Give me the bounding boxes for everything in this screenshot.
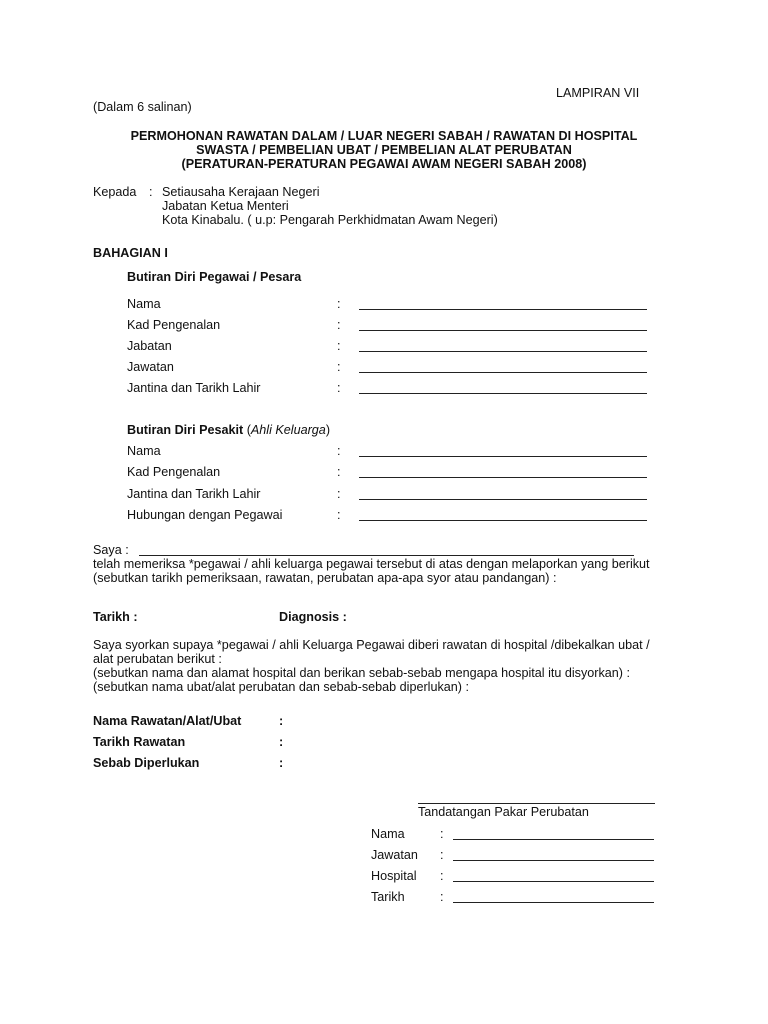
date-label: Tarikh : — [93, 610, 138, 624]
signature-field-label: Tarikh — [371, 890, 405, 904]
doctor-name-input[interactable] — [139, 555, 634, 556]
recommendation-text: (sebutkan nama dan alamat hospital dan berikan sebab-sebab mengapa hospital itu disyorkan) : — [93, 666, 630, 680]
patient-gender-dob-input[interactable] — [359, 499, 647, 500]
officer-heading: Butiran Diri Pegawai / Pesara — [127, 270, 302, 284]
field-label: Nama — [127, 297, 161, 311]
recipient-line: Jabatan Ketua Menteri — [162, 199, 289, 213]
signature-field-label: Nama — [371, 827, 405, 841]
patient-heading-close: ) — [325, 423, 331, 437]
officer-gender-dob-input[interactable] — [359, 393, 647, 394]
signature-input[interactable] — [418, 803, 655, 804]
specialist-name-input[interactable] — [453, 839, 654, 840]
officer-position-input[interactable] — [359, 372, 647, 373]
title-line-1: PERMOHONAN RAWATAN DALAM / LUAR NEGERI SABAH / RAWATAN DI HOSPITAL — [130, 129, 638, 143]
specialist-date-input[interactable] — [453, 902, 654, 903]
title-line-3: (PERATURAN-PERATURAN PEGAWAI AWAM NEGERI SABAH 2008) — [181, 157, 587, 171]
signature-caption: Tandatangan Pakar Perubatan — [418, 805, 589, 819]
field-colon: : — [337, 381, 341, 395]
examination-text: (sebutkan tarikh pemeriksaan, rawatan, perubatan apa-apa syor atau pandangan) : — [93, 571, 557, 585]
field-label: Hubungan dengan Pegawai — [127, 508, 283, 522]
patient-relationship-input[interactable] — [359, 520, 647, 521]
officer-department-input[interactable] — [359, 351, 647, 352]
signature-field-label: Hospital — [371, 869, 417, 883]
signature-colon: : — [440, 848, 444, 862]
specialist-position-input[interactable] — [453, 860, 654, 861]
signature-colon: : — [440, 890, 444, 904]
examination-text: telah memeriksa *pegawai / ahli keluarga pegawai tersebut di atas dengan melaporkan yang berikut — [93, 557, 650, 571]
field-colon: : — [337, 339, 341, 353]
field-colon: : — [337, 465, 341, 479]
patient-heading-text: Butiran Diri Pesakit — [127, 423, 244, 437]
copies-note: (Dalam 6 salinan) — [93, 100, 192, 114]
field-colon: : — [337, 360, 341, 374]
field-colon: : — [337, 487, 341, 501]
recipient-colon: : — [149, 185, 153, 199]
field-label: Kad Pengenalan — [127, 465, 221, 479]
field-label: Kad Pengenalan — [127, 318, 221, 332]
recipient-line: Setiausaha Kerajaan Negeri — [162, 185, 320, 199]
diagnosis-label: Diagnosis : — [279, 610, 347, 624]
title-line-2: SWASTA / PEMBELIAN UBAT / PEMBELIAN ALAT PERUBATAN — [196, 143, 572, 157]
officer-name-input[interactable] — [359, 309, 647, 310]
patient-ic-input[interactable] — [359, 477, 647, 478]
field-colon: : — [337, 297, 341, 311]
field-colon: : — [337, 508, 341, 522]
recipient-line: Kota Kinabalu. ( u.p: Pengarah Perkhidmatan Awam Negeri) — [162, 213, 498, 227]
treatment-label: Nama Rawatan/Alat/Ubat — [93, 714, 242, 728]
field-label: Nama — [127, 444, 161, 458]
recommendation-text: Saya syorkan supaya *pegawai / ahli Keluarga Pegawai diberi rawatan di hospital /dibekalkan ubat / — [93, 638, 650, 652]
patient-heading — [127, 423, 330, 438]
signature-colon: : — [440, 827, 444, 841]
patient-heading-italic: Ahli Keluarga — [250, 423, 326, 437]
recommendation-text: (sebutkan nama ubat/alat perubatan dan sebab-sebab diperlukan) : — [93, 680, 469, 694]
recipient-label: Kepada — [93, 185, 137, 199]
treatment-colon: : — [279, 735, 284, 749]
treatment-label: Tarikh Rawatan — [93, 735, 186, 749]
signature-colon: : — [440, 869, 444, 883]
recommendation-text: alat perubatan berikut : — [93, 652, 222, 666]
treatment-colon: : — [279, 756, 284, 770]
officer-ic-input[interactable] — [359, 330, 647, 331]
field-label: Jantina dan Tarikh Lahir — [127, 381, 261, 395]
patient-name-input[interactable] — [359, 456, 647, 457]
treatment-label: Sebab Diperlukan — [93, 756, 200, 770]
field-label: Jawatan — [127, 360, 174, 374]
patient-heading-open: ( — [246, 423, 251, 437]
field-label: Jabatan — [127, 339, 172, 353]
section-heading: BAHAGIAN I — [93, 246, 168, 260]
lampiran-label: LAMPIRAN VII — [556, 86, 640, 100]
specialist-hospital-input[interactable] — [453, 881, 654, 882]
field-colon: : — [337, 444, 341, 458]
field-colon: : — [337, 318, 341, 332]
signature-field-label: Jawatan — [371, 848, 418, 862]
treatment-colon: : — [279, 714, 284, 728]
saya-label: Saya : — [93, 543, 129, 557]
field-label: Jantina dan Tarikh Lahir — [127, 487, 261, 501]
